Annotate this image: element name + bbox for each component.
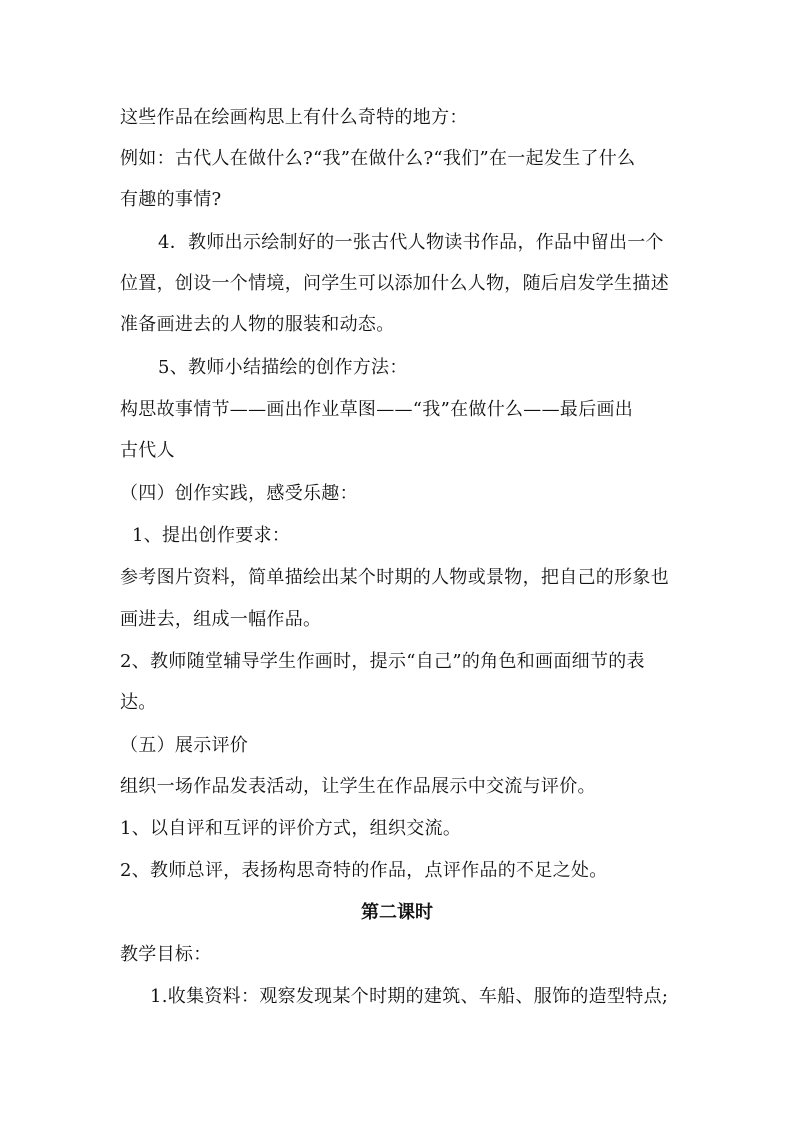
- paragraph-line: 有趣的事情?: [120, 189, 222, 210]
- paragraph-line: 达。: [120, 692, 157, 713]
- paragraph-line: 5、教师小结描绘的创作方法：: [158, 357, 408, 378]
- paragraph-line: 1、提出创作要求：: [132, 525, 291, 546]
- paragraph-line: 1、以自评和互评的评价方式，组织交流。: [120, 818, 462, 839]
- paragraph-line: 准备画进去的人物的服装和动态。: [120, 314, 395, 335]
- paragraph-line: 2、教师总评，表扬构思奇特的作品，点评作品的不足之处。: [120, 860, 608, 881]
- paragraph-line: 这些作品在绘画构思上有什么奇特的地方：: [120, 107, 468, 128]
- paragraph-line: 位置，创设一个情境，问学生可以添加什么人物，随后启发学生描述: [120, 273, 669, 294]
- paragraph-line: （四）创作实践，感受乐趣：: [120, 483, 358, 504]
- paragraph-line: 2、教师随堂辅导学生作画时，提示“自己”的角色和画面细节的表: [120, 651, 645, 672]
- paragraph-line: （五）展示评价: [120, 735, 249, 756]
- paragraph-line: 例如：古代人在做什么?“我”在做什么?“我们”在一起发生了什么: [120, 148, 636, 169]
- paragraph-line: 构思故事情节——画出作业草图——“我”在做什么——最后画出: [120, 399, 634, 420]
- paragraph-line: 组织一场作品发表活动，让学生在作品展示中交流与评价。: [120, 776, 596, 797]
- paragraph-line: 4．教师出示绘制好的一张古代人物读书作品，作品中留出一个: [158, 232, 664, 253]
- section-title: 第二课时: [361, 902, 433, 923]
- paragraph-line: 古代人: [120, 440, 175, 461]
- paragraph-line: 教学目标：: [120, 944, 212, 965]
- paragraph-line: 参考图片资料，简单描绘出某个时期的人物或景物，把自己的形象也: [120, 567, 669, 588]
- paragraph-line: 画进去，组成一幅作品。: [120, 609, 322, 630]
- paragraph-line: 1.收集资料：观察发现某个时期的建筑、车船、服饰的造型特点;: [150, 986, 669, 1007]
